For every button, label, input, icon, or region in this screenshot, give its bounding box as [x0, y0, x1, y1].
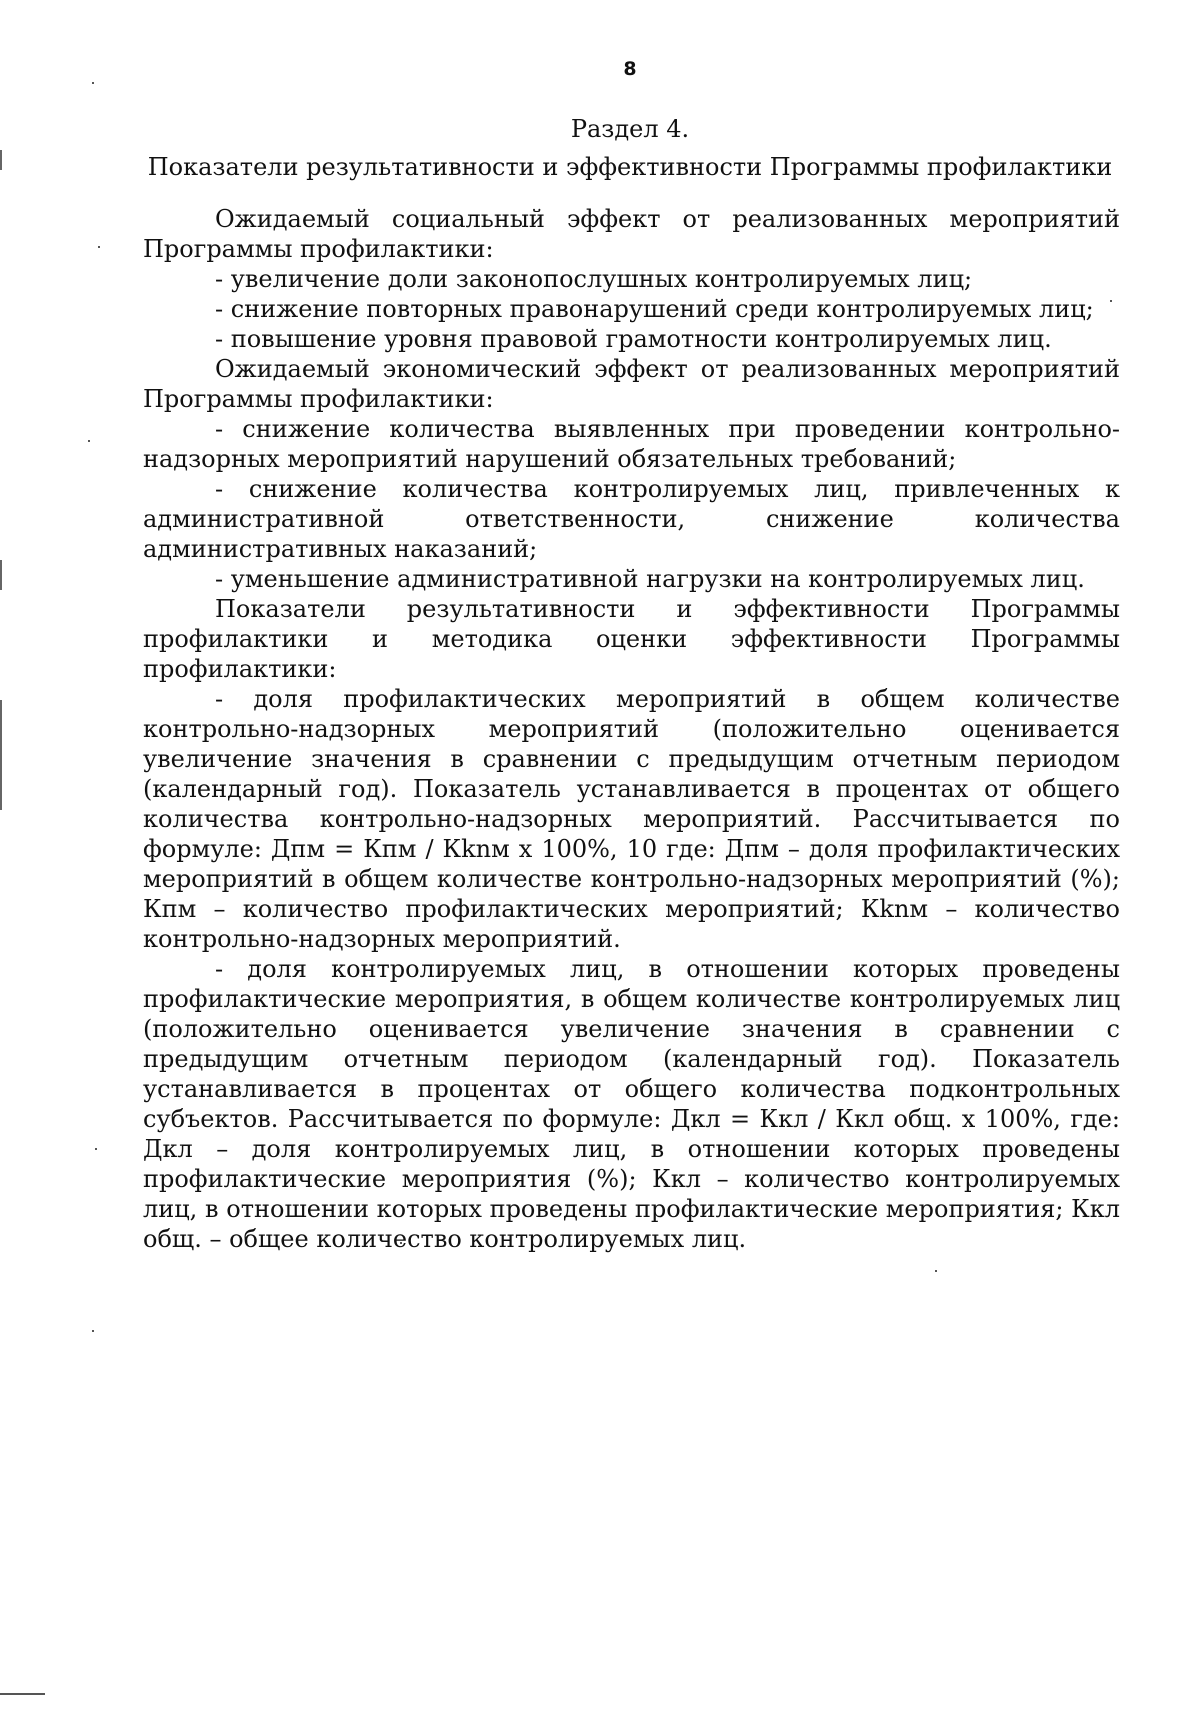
scan-dot [88, 440, 90, 442]
list-item: - снижение количества контролируемых лиц, привлеченных к административной ответственности, снижение количества административных наказаний; [143, 475, 1120, 563]
paragraph-economic-effect: Ожидаемый экономический эффект от реализованных мероприятий Программы профилактики: [143, 355, 1120, 413]
list-item: - доля контролируемых лиц, в отношении которых проведены профилактические мероприятия, в общем количестве контролируемых лиц (положительно оценивается увеличение значения в сравнении с предыдущим отчетным периодом (календарный год). Показатель устанавливается в процентах от общего количества подконтрольных субъектов. Рассчитывается по формуле: Дкл = Ккл / Ккл общ. х 100%, где: Дкл – доля контролируемых лиц, в отношении которых проведены профилактические мероприятия (%); Ккл – количество контролируемых лиц, в отношении которых проведены профилактические мероприятия; Ккл общ. – общее количество контролируемых лиц. [143, 955, 1120, 1253]
body-text [143, 204, 1120, 1254]
scan-edge-line [0, 560, 2, 590]
list-item: - повышение уровня правовой грамотности контролируемых лиц. [215, 325, 1052, 353]
list-item: - доля профилактических мероприятий в общем количестве контрольно-надзорных мероприятий (положительно оценивается увеличение значения в сравнении с предыдущим отчетным периодом (календарный год). Показатель устанавливается в процентах от общего количества контрольно-надзорных мероприятий. Рассчитывается по формуле: Дпм = Кпм / Кknм х 100%, 10 где: Дпм – доля профилактических мероприятий в общем количестве контрольно-надзорных мероприятий (%); Кпм – количество профилактических мероприятий; Кknм – количество контрольно-надзорных мероприятий. [143, 685, 1120, 953]
list-item: - снижение повторных правонарушений среди контролируемых лиц; [215, 295, 1094, 323]
list-item: - уменьшение административной нагрузки на контролируемых лиц. [215, 565, 1085, 593]
section-subtitle: Показатели результативности и эффективности Программы профилактики [147, 153, 1113, 181]
section-title: Раздел 4. [570, 115, 690, 143]
paragraph-social-effect: Ожидаемый социальный эффект от реализованных мероприятий Программы профилактики: [143, 205, 1120, 263]
scan-dot [98, 246, 100, 248]
page-number: 8 [623, 58, 637, 80]
list-item: - увеличение доли законопослушных контролируемых лиц; [215, 265, 973, 293]
scan-bottom-line [0, 1693, 45, 1695]
paragraph-indicators: Показатели результативности и эффективности Программы профилактики и методика оценки эффективности Программы профилактики: [143, 595, 1120, 683]
scan-edge-line [0, 700, 2, 810]
list-item: - снижение количества выявленных при проведении контрольно-надзорных мероприятий нарушений обязательных требований; [143, 415, 1120, 473]
scan-dot [92, 82, 94, 84]
scan-dot [95, 1148, 97, 1150]
scan-dot [935, 1270, 937, 1272]
scan-dot [92, 1330, 94, 1332]
